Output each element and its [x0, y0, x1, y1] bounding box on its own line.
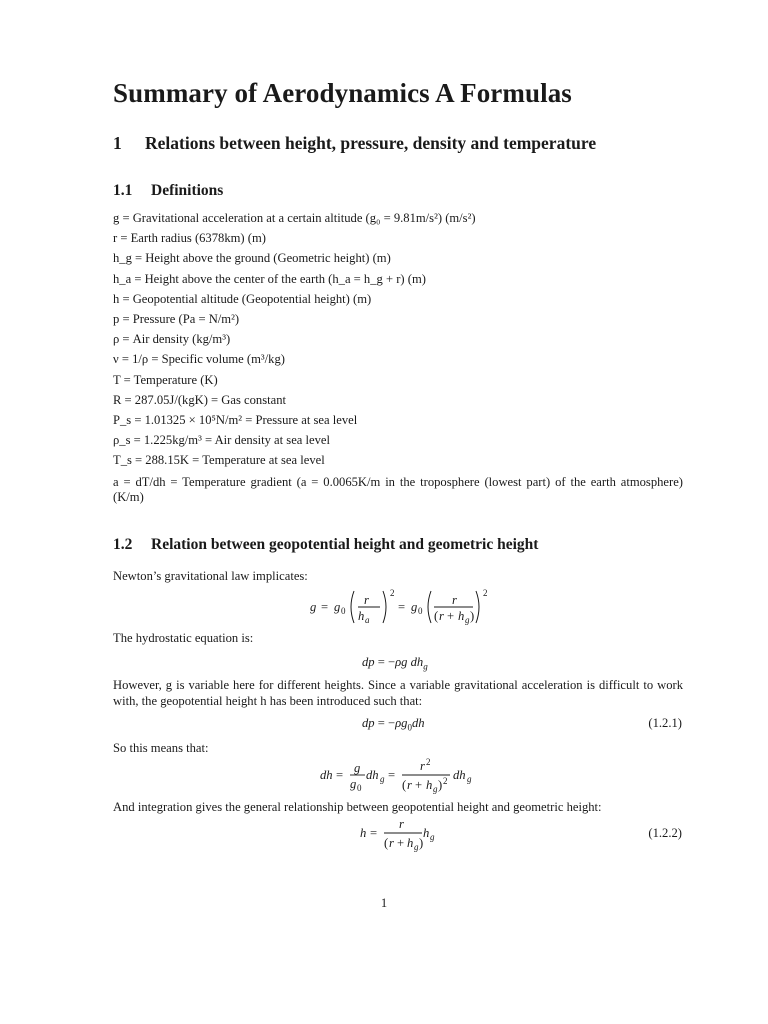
- definition-item: p = Pressure (Pa = N/m²): [113, 312, 240, 327]
- svg-text:g: g: [411, 600, 418, 614]
- svg-text:g: g: [414, 842, 419, 852]
- svg-text:h: h: [360, 826, 367, 840]
- svg-text:): ): [438, 778, 443, 792]
- svg-text:g: g: [430, 832, 435, 842]
- svg-text:0: 0: [357, 783, 362, 793]
- svg-text:g: g: [467, 774, 472, 784]
- definition-item: ρ = Air density (kg/m³): [113, 332, 231, 347]
- svg-text:h: h: [407, 836, 414, 850]
- svg-text:g: g: [334, 600, 341, 614]
- svg-text:r: r: [452, 593, 457, 607]
- definition-item: T_s = 288.15K = Temperature at sea level: [113, 453, 325, 468]
- definition-item: R = 287.05J/(kgK) = Gas constant: [113, 392, 287, 407]
- svg-text:r: r: [399, 817, 404, 831]
- svg-text:(: (: [402, 778, 407, 792]
- paragraph-hydrostatic: The hydrostatic equation is:: [113, 631, 254, 645]
- svg-text:g: g: [465, 615, 470, 625]
- equation-newton: [310, 586, 510, 632]
- page-number: 1: [380, 896, 388, 910]
- svg-text:2: 2: [443, 776, 448, 786]
- svg-text:h: h: [426, 778, 433, 792]
- definition-item: T = Temperature (K): [113, 372, 218, 387]
- equation-h: [360, 816, 460, 856]
- svg-text:(: (: [434, 609, 439, 623]
- svg-text:=: =: [398, 600, 406, 614]
- svg-text:r: r: [389, 836, 394, 850]
- svg-text:(: (: [384, 836, 389, 850]
- subsection-1-2-heading: [113, 536, 538, 554]
- svg-text:r: r: [407, 778, 412, 792]
- svg-text:+: +: [397, 836, 405, 850]
- svg-text:=: =: [321, 600, 329, 614]
- paragraph-so-this: So this means that:: [113, 741, 209, 755]
- svg-text:g: g: [354, 761, 361, 775]
- svg-text:0: 0: [341, 606, 346, 616]
- equation-geopotential: dp = $-\rho g_0dh$: [362, 716, 425, 733]
- equation-dh: [320, 758, 490, 798]
- subsection-title: Definitions: [151, 182, 224, 199]
- svg-text:dh: dh: [453, 768, 466, 782]
- definitions-list: [113, 208, 683, 506]
- svg-text:0: 0: [418, 606, 423, 616]
- subsection-title: Relation between geopotential height and geometric height: [151, 536, 539, 553]
- section-1-heading: [113, 133, 596, 154]
- svg-text:r: r: [420, 759, 425, 773]
- svg-text:h: h: [458, 609, 465, 623]
- svg-text:): ): [470, 609, 475, 623]
- definition-item: ρ_s = 1.225kg/m³ = Air density at sea level: [113, 433, 330, 448]
- svg-text:r: r: [439, 609, 444, 623]
- section-title: Relations between height, pressure, density and temperature: [145, 133, 597, 153]
- svg-text:2: 2: [426, 757, 431, 767]
- definition-item: h_a = Height above the center of the earth (h_a = h_g + r) (m): [113, 271, 426, 286]
- definition-item: h_g = Height above the ground (Geometric height) (m): [113, 251, 391, 266]
- equation-number: (1.2.1): [648, 716, 682, 730]
- svg-text:=: =: [388, 768, 396, 782]
- definition-item: r = Earth radius (6378km) (m): [113, 231, 266, 246]
- svg-text:g: g: [380, 774, 385, 784]
- svg-text:r: r: [364, 593, 369, 607]
- svg-text:h: h: [358, 609, 365, 623]
- definition-item: a = dT/dh = Temperature gradient (a = 0.0065K/m in the troposphere (lowest part) of the earth atmosphere) (K/m): [113, 474, 683, 505]
- equation-number: (1.2.2): [648, 826, 682, 840]
- subsection-number: 1.2: [113, 536, 133, 553]
- svg-text:2: 2: [483, 588, 488, 598]
- svg-text:dh: dh: [320, 768, 333, 782]
- svg-text:+: +: [415, 778, 423, 792]
- definition-item: h = Geopotential altitude (Geopotential height) (m): [113, 291, 372, 306]
- svg-text:=: =: [336, 768, 344, 782]
- svg-text:g: g: [350, 777, 357, 791]
- svg-text:=: =: [370, 826, 378, 840]
- svg-text:h: h: [423, 826, 430, 840]
- equation-hydrostatic: dp = −ρg $dh_g$: [362, 655, 428, 672]
- definition-item: g = Gravitational acceleration at a certain altitude (g₀ = 9.81m/s²) (m/s²): [113, 211, 476, 225]
- svg-text:g: g: [310, 600, 317, 614]
- section-number: 1: [113, 133, 122, 153]
- svg-text:g: g: [433, 784, 438, 794]
- subsection-1-1-heading: [113, 182, 223, 200]
- svg-text:+: +: [447, 609, 455, 623]
- definition-item: P_s = 1.01325 × 10⁵N/m² = Pressure at sea level: [113, 413, 358, 428]
- svg-text:a: a: [365, 615, 370, 625]
- svg-text:dh: dh: [366, 768, 379, 782]
- paragraph-integration: And integration gives the general relationship between geopotential height and geometric height:: [113, 800, 602, 814]
- paragraph-newton: Newton’s gravitational law implicates:: [113, 569, 308, 583]
- subsection-number: 1.1: [113, 182, 133, 199]
- svg-text:): ): [419, 836, 424, 850]
- svg-text:2: 2: [390, 588, 395, 598]
- document-title: Summary of Aerodynamics A Formulas: [113, 78, 572, 108]
- paragraph-however: However, g is variable here for different heights. Since a variable gravitational acceleration is difficult to work with, the geopotential height h has been introduced such that:: [113, 678, 683, 709]
- definition-item: ν = 1/ρ = Specific volume (m³/kg): [113, 352, 285, 367]
